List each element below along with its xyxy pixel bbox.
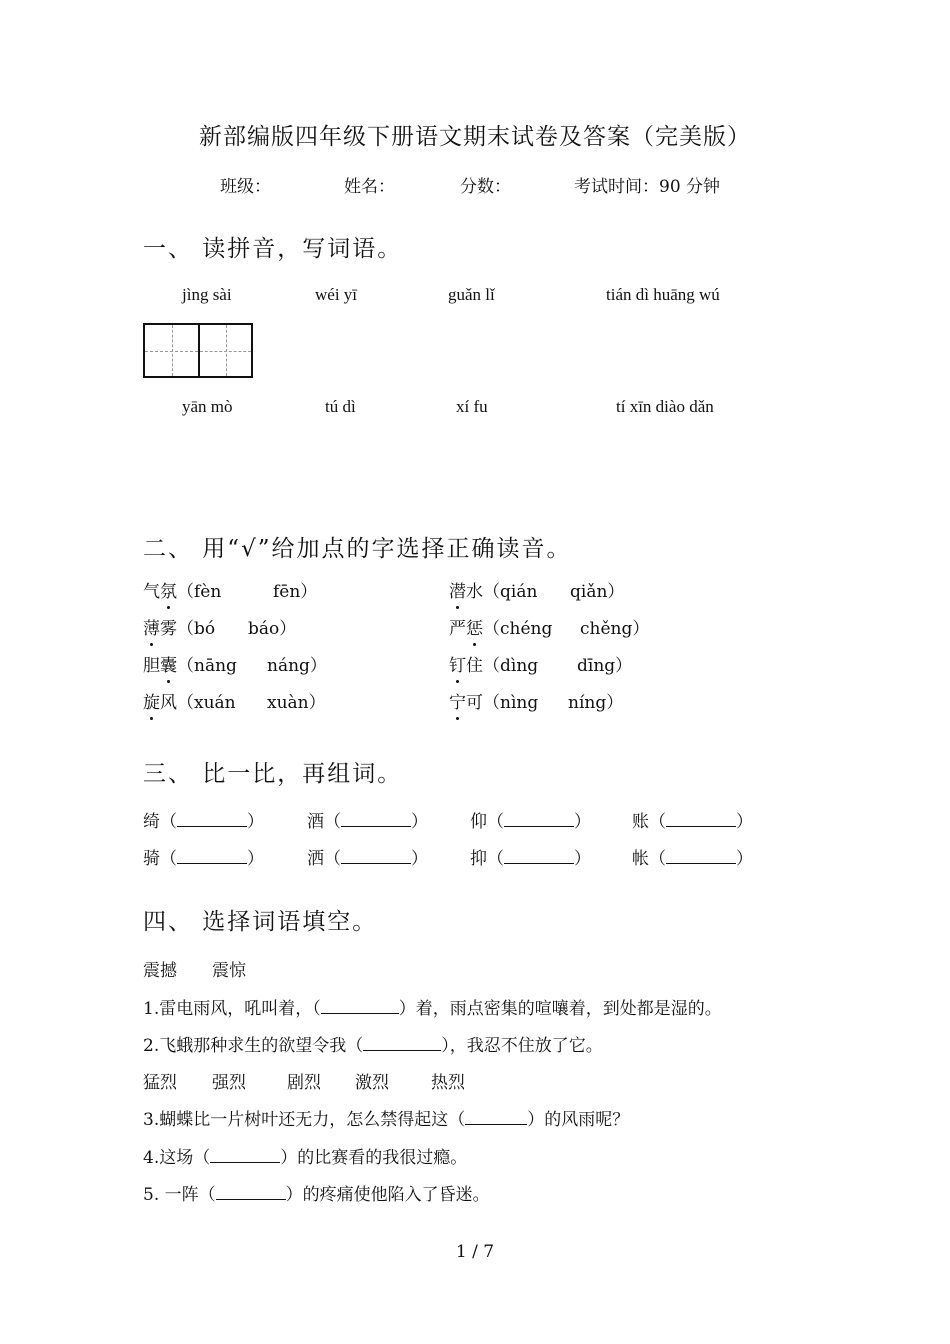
word-option: 强烈 xyxy=(212,1073,246,1093)
compare-item: 抑（ ） xyxy=(470,844,591,869)
option[interactable]: xuàn） xyxy=(267,693,326,713)
option[interactable]: dīng） xyxy=(577,656,633,676)
page-title: 新部编版四年级下册语文期末试卷及答案（完美版） xyxy=(199,124,751,150)
compare-item: 帐（ ） xyxy=(632,844,753,869)
answer-blank[interactable] xyxy=(504,845,574,864)
pinyin-item: xí fu xyxy=(456,397,488,416)
option[interactable]: （bó xyxy=(177,619,216,639)
time-label: 考试时间：90 分钟 xyxy=(574,177,721,197)
section4-heading: 四、 选择词语填空。 xyxy=(143,909,378,935)
answer-blank[interactable] xyxy=(666,808,736,827)
compare-item: 账（ ） xyxy=(632,807,753,832)
option[interactable]: qiǎn） xyxy=(570,582,625,602)
answer-blank[interactable] xyxy=(216,1181,286,1200)
option[interactable]: níng） xyxy=(568,693,624,713)
compare-item: 骑（ ） xyxy=(143,844,264,869)
word-option: 猛烈 xyxy=(143,1073,177,1093)
pinyin-item: yān mò xyxy=(182,397,233,416)
answer-blank[interactable] xyxy=(341,845,411,864)
compare-item: 洒（ ） xyxy=(307,844,428,869)
section3-heading: 三、 比一比，再组词。 xyxy=(143,761,403,787)
answer-blank[interactable] xyxy=(504,808,574,827)
pinyin-item: tián dì huāng wú xyxy=(606,285,720,304)
dotted-char: 薄 xyxy=(143,614,160,639)
word-option: 震撼 xyxy=(143,961,177,981)
writing-grid[interactable] xyxy=(143,323,253,378)
option[interactable]: （chéng xyxy=(483,619,553,639)
question-3: 3.蝴蝶比一片树叶还无力，怎么禁得起这（ ）的风雨呢？ xyxy=(143,1105,629,1130)
option[interactable]: náng） xyxy=(267,656,327,676)
option[interactable]: fēn） xyxy=(273,582,318,602)
word-option: 激烈 xyxy=(355,1073,389,1093)
answer-blank[interactable] xyxy=(341,808,411,827)
option[interactable]: （qián xyxy=(483,582,538,602)
dotted-char: 氛 xyxy=(160,577,177,602)
question-5: 5. 一阵（ ）的疼痛使他陷入了昏迷。 xyxy=(143,1180,490,1205)
dotted-char: 囊 xyxy=(160,651,177,676)
pinyin-item: wéi yī xyxy=(315,285,358,304)
reading-item: 气氛（fèn xyxy=(143,577,221,602)
score-label: 分数： xyxy=(460,177,511,197)
dotted-char: 宁 xyxy=(449,688,466,713)
reading-item: 钉住（dìng xyxy=(449,651,538,676)
answer-blank[interactable] xyxy=(363,1032,441,1051)
section2-heading: 二、 用“√”给加点的字选择正确读音。 xyxy=(143,536,572,562)
answer-blank[interactable] xyxy=(210,1144,280,1163)
pinyin-item: guǎn lǐ xyxy=(448,285,495,304)
compare-item: 仰（ ） xyxy=(470,807,591,832)
name-label: 姓名： xyxy=(344,177,395,197)
answer-blank[interactable] xyxy=(465,1106,527,1125)
reading-item: 宁可（nìng xyxy=(449,688,538,713)
answer-blank[interactable] xyxy=(666,845,736,864)
word-option: 震惊 xyxy=(212,961,246,981)
pinyin-item: tú dì xyxy=(325,397,356,416)
reading-item: 潜水（qián xyxy=(449,577,537,602)
compare-item: 绮（ ） xyxy=(143,807,264,832)
grid-cell[interactable] xyxy=(145,325,198,376)
answer-blank[interactable] xyxy=(177,808,247,827)
option[interactable]: （nìng xyxy=(483,693,539,713)
class-label: 班级： xyxy=(220,177,271,197)
pinyin-item: jìng sài xyxy=(182,285,232,304)
dotted-char: 旋 xyxy=(143,688,160,713)
option[interactable]: báo） xyxy=(248,619,297,639)
page-number: 1 / 7 xyxy=(455,1242,495,1262)
reading-item: 胆囊（nāng xyxy=(143,651,237,676)
answer-blank[interactable] xyxy=(321,995,399,1014)
option[interactable]: chěng） xyxy=(580,619,650,639)
section1-heading: 一、 读拼音，写词语。 xyxy=(143,236,403,262)
option[interactable]: （dìng xyxy=(483,656,539,676)
option[interactable]: （xuán xyxy=(177,693,236,713)
grid-cell[interactable] xyxy=(198,325,251,376)
reading-item: 严惩（chéng xyxy=(449,614,552,639)
question-2: 2.飞蛾那种求生的欲望令我（ ），我忍不住放了它。 xyxy=(143,1031,603,1056)
option[interactable]: （fèn xyxy=(177,582,222,602)
question-1: 1.雷电雨风，吼叫着，（ ）着，雨点密集的喧嚷着，到处都是湿的。 xyxy=(143,994,722,1019)
dotted-char: 钉 xyxy=(449,651,466,676)
answer-blank[interactable] xyxy=(177,845,247,864)
word-option: 剧烈 xyxy=(287,1073,321,1093)
pinyin-item: tí xīn diào dǎn xyxy=(616,397,714,416)
option[interactable]: （nāng xyxy=(177,656,237,676)
reading-item: 薄雾（bó xyxy=(143,614,215,639)
word-option: 热烈 xyxy=(431,1073,465,1093)
dotted-char: 惩 xyxy=(466,614,483,639)
reading-item: 旋风（xuán xyxy=(143,688,236,713)
dotted-char: 潜 xyxy=(449,577,466,602)
compare-item: 酒（ ） xyxy=(307,807,428,832)
question-4: 4.这场（ ）的比赛看的我很过瘾。 xyxy=(143,1143,467,1168)
